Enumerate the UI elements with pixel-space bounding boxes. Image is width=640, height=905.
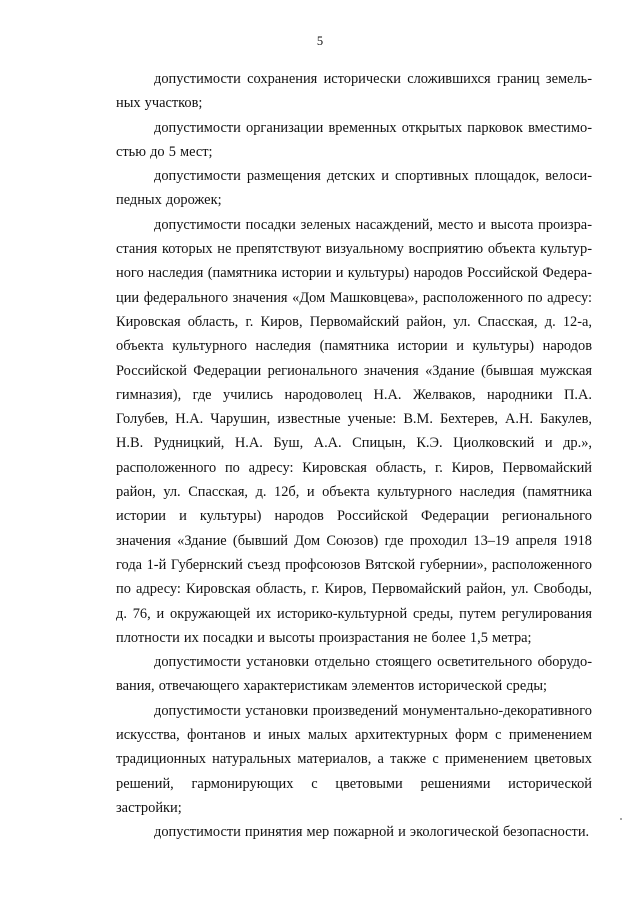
paragraph-lighting-equipment: допустимости установки отдельно стоящего осветительного оборудования, отвечающего характеристикам элементов исторической среды;	[116, 654, 592, 695]
paragraph-green-planting: допустимости посадки зеленых насаждений, место и высота произрастания которых не препятствуют визуальному восприятию объекта культурного наследия (памятника истории и культуры) народов Российской Федерации федерального значения «Дом Машковцева», расположенного по адресу: Кировская область, г. Киров, Первомайский район, ул. Спасская, д. 12-а, объекта культурного наследия (памятника истории и культуры) народов Российской Федерации регионального значения «Здание (бывшая мужская гимназия), где учились народоволец Н.А. Желваков, народники П.А. Голубев, Н.А. Чарушин, известные ученые: В.М. Бехтерев, А.Н. Бакулев, Н.В. Рудницкий, Н.А. Буш, А.А. Спицын, К.Э. Циолковский и др.», расположенного по адресу: Кировская область, г. Киров, Первомайский район, ул. Спасская, д. 12б, и объекта культурного наследия (памятника истории и культуры) народов Российской Федерации регионального значения «Здание (бывший Дом Союзов) где проходил 13–19 апреля 1918 года 1-й Губернский съезд профсоюзов Вятской губернии», расположенного по адресу: Кировская область, г. Киров, Первомайский район, ул. Свободы, д. 76, и окружающей их историко-культурной среды, путем регулирования плотности их посадки и высоты произрастания не более 1,5 метра;	[116, 216, 592, 646]
paragraph-temporary-parking: допустимости организации временных открытых парковок вместимостью до 5 мест;	[116, 119, 592, 160]
paragraph-land-boundaries: допустимости сохранения исторически сложившихся границ земельных участков;	[116, 71, 592, 112]
document-body	[116, 67, 592, 845]
scan-dot	[620, 818, 622, 820]
paragraph-playgrounds: допустимости размещения детских и спортивных площадок, велосипедных дорожек;	[116, 168, 592, 209]
paragraph-fire-safety: допустимости принятия мер пожарной и экологической безопасности.	[154, 824, 590, 841]
paragraph-monumental-art: допустимости установки произведений монументально-декоративного искусства, фонтанов и иных малых архитектурных форм с применением традиционных натуральных материалов, а также с применением цветовых решений, гармонирующих с цветовыми решениями исторической застройки;	[116, 702, 592, 816]
page-number: 5	[316, 34, 324, 48]
